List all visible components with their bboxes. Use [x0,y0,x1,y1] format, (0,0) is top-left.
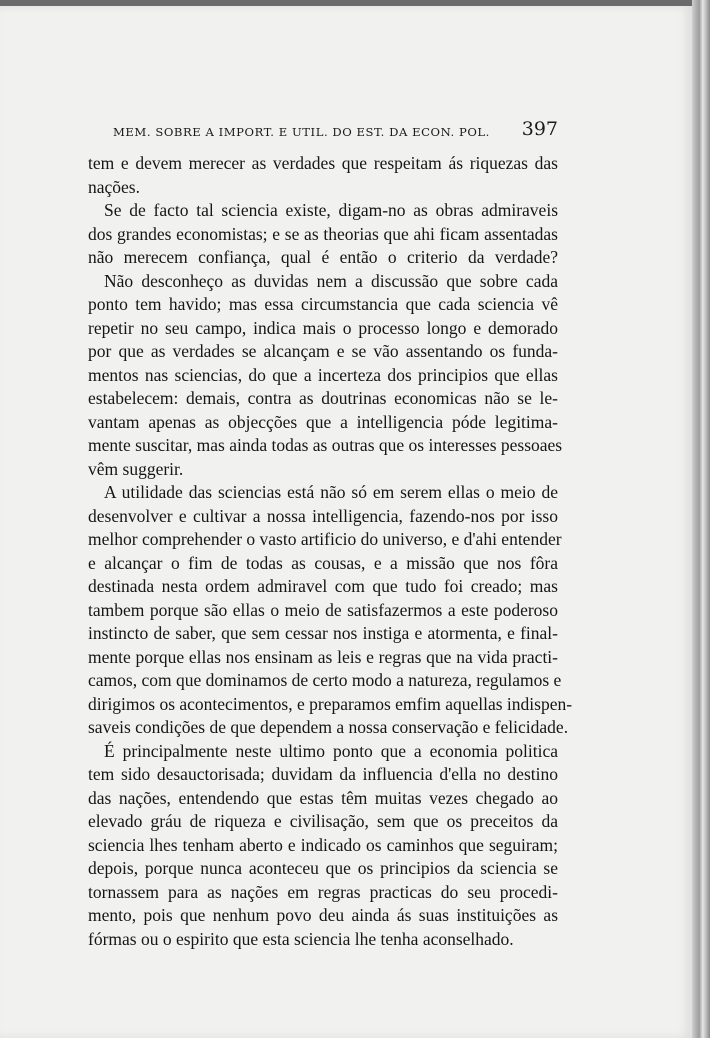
text-line: por que as verdades se alcançam e se vão assentando os funda- [88,341,558,361]
text-line: nações. [88,176,140,197]
text-line: e alcançar o fim de todas as cousas, e a missão que nos fôra [88,552,558,573]
text-line: tambem porque são ellas o meio de satisfazermos a este poderoso [88,599,558,620]
text-line: depois, porque nunca aconteceu que os principios da sciencia se [88,858,558,878]
text-line: estabelecem: demais, contra as doutrinas economicas não se le- [88,388,558,408]
text-line: elevado gráu de riqueza e civilisação, sem que os preceitos da [88,811,558,831]
text-line: destinada nesta ordem admiravel com que tudo foi creado; mas [88,576,558,596]
page-header [88,118,558,144]
text-line: tornassem para as nações em regras practicas do seu procedi- [88,881,558,902]
text-line: dos grandes economistas; e se as theorias que ahi ficam assentadas [88,223,558,244]
text-line: dirigimos os acontecimentos, e preparamos emfim aquellas indispen- [88,693,573,714]
text-line: vêm suggerir. [88,458,184,479]
text-line: fórmas ou o espirito que esta sciencia lhe tenha aconselhado. [88,928,514,949]
text-line: desenvolver e cultivar a nossa intelligencia, fazendo-nos por isso [88,505,558,526]
text-line: camos, com que dominamos de certo modo a natureza, regulamos e [88,670,562,690]
running-title: MEM. SOBRE A IMPORT. E UTIL. DO EST. DA ECON. POL. [113,125,490,139]
text-line: É principalmente neste ultimo ponto que a economia politica [104,740,558,761]
text-line: instincto de saber, que sem cessar nos instiga e atormenta, e final- [88,623,558,643]
text-line: mento, pois que nenhum povo deu ainda ás suas instituições as [88,905,558,925]
text-line: Se de facto tal sciencia existe, digam-no as obras admiraveis [104,200,558,220]
text-line: saveis condições de que dependem a nossa conservação e felicidade. [88,717,569,737]
body-text [88,152,573,951]
page-number: 397 [521,118,558,140]
text-line: Não desconheço as duvidas nem a discussão que sobre cada [104,270,558,291]
text-line: mente suscitar, mas ainda todas as outras que os interesses pessoaes [88,435,563,455]
text-line: repetir no seu campo, indica mais o processo longo e demorado [88,317,558,338]
text-line: ponto tem havido; mas essa circumstancia que cada sciencia vê [88,294,558,314]
text-line: mentos nas sciencias, do que a incerteza dos principios que ellas [88,364,558,385]
text-line: sciencia lhes tenham aberto e indicado os caminhos que seguiram; [88,834,558,855]
text-line: A utilidade das sciencias está não só em serem ellas o meio de [104,482,558,502]
text-line: mente porque ellas nos ensinam as leis e regras que na vida practi- [88,646,558,667]
page-edge [692,0,710,1038]
book-page [0,6,692,1038]
text-line: melhor comprehender o vasto artificio do universo, e d'ahi entender [88,529,562,549]
text-line: das nações, entendendo que estas têm muitas vezes chegado ao [88,787,558,808]
text-line: tem sido desauctorisada; duvidam da influencia d'ella no destino [88,764,558,784]
text-line: não merecem confiança, qual é então o criterio da verdade? [88,247,558,267]
text-line: vantam apenas as objecções que a intelligencia póde legitima- [88,411,558,432]
text-line: tem e devem merecer as verdades que respeitam ás riquezas das [88,153,558,173]
